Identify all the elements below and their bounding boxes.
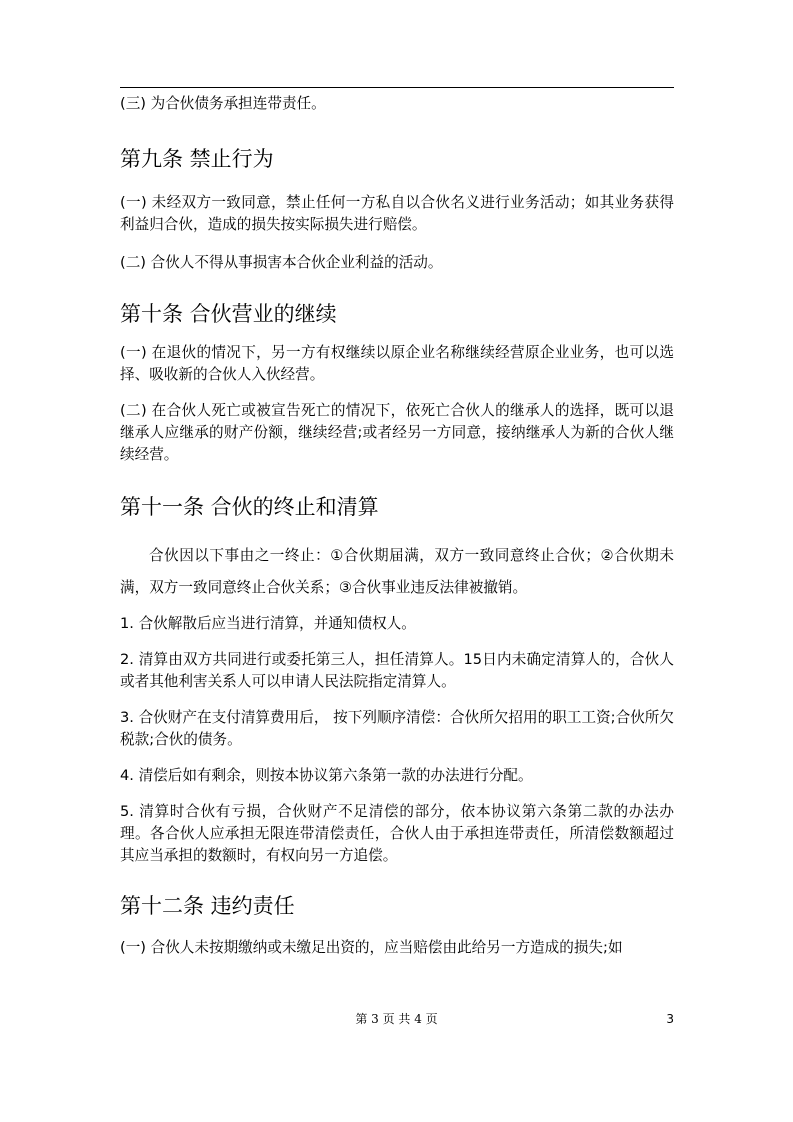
- article-11-item-1: 1. 合伙解散后应当进行清算，并通知债权人。: [120, 615, 416, 632]
- clause-3-prev: (三) 为合伙债务承担连带责任。: [120, 95, 326, 112]
- document-body: [120, 93, 674, 959]
- header-rule: [120, 87, 674, 88]
- footer-page-number: 3: [666, 1012, 674, 1026]
- article-11-item-2: 2. 清算由双方共同进行或委托第三人，担任清算人。15日内未确定清算人的，合伙人或者其他利害关系人可以申请人民法院指定清算人。: [120, 651, 674, 690]
- article-11-heading: 第十一条 合伙的终止和清算: [120, 495, 379, 519]
- article-11-item-5: 5. 清算时合伙有亏损，合伙财产不足清偿的部分，依本协议第六条第二款的办法办理。各合伙人应承担无限连带清偿责任，合伙人由于承担连带责任，所清偿数额超过其应当承担的数额时，有权向另一方追偿。: [120, 803, 674, 864]
- footer-page-info: 第 3 页 共 4 页: [355, 1012, 438, 1026]
- article-10-clause-2: (二) 在合伙人死亡或被宣告死亡的情况下，依死亡合伙人的继承人的选择，既可以退继承人应继承的财产份额，继续经营;或者经另一方同意，接纳继承人为新的合伙人继续经营。: [120, 402, 674, 463]
- article-12-heading: 第十二条 违约责任: [120, 894, 295, 918]
- article-11-intro: 合伙因以下事由之一终止：①合伙期届满，双方一致同意终止合伙；②合伙期未满，双方一致同意终止合伙关系；③合伙事业违反法律被撤销。: [120, 547, 674, 596]
- article-9-clause-1: (一) 未经双方一致同意，禁止任何一方私自以合伙名义进行业务活动；如其业务获得利益归合伙，造成的损失按实际损失进行赔偿。: [120, 194, 674, 233]
- article-11-item-3: 3. 合伙财产在支付清算费用后， 按下列顺序清偿：合伙所欠招用的职工工资;合伙所欠税款;合伙的债务。: [120, 709, 674, 748]
- article-9-clause-2: (二) 合伙人不得从事损害本合伙企业利益的活动。: [120, 254, 443, 271]
- article-10-clause-1: (一) 在退伙的情况下，另一方有权继续以原企业名称继续经营原企业业务，也可以选择、吸收新的合伙人入伙经营。: [120, 344, 674, 383]
- article-10-heading: 第十条 合伙营业的继续: [120, 302, 337, 326]
- article-9-heading: 第九条 禁止行为: [120, 147, 274, 171]
- article-12-clause-1: (一) 合伙人未按期缴纳或未缴足出资的，应当赔偿由此给另一方造成的损失;如: [120, 939, 623, 956]
- article-11-item-4: 4. 清偿后如有剩余，则按本协议第六条第一款的办法进行分配。: [120, 767, 533, 784]
